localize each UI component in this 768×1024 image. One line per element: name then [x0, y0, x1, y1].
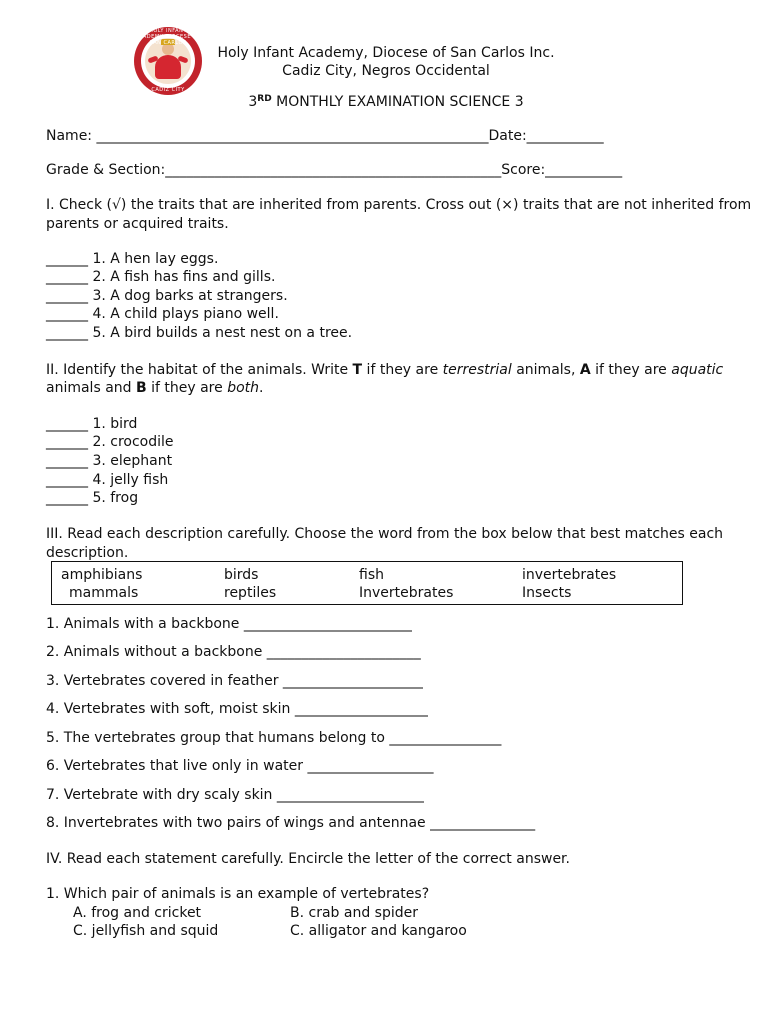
answer-blank[interactable]: ______	[46, 490, 88, 506]
school-name: Holy Infant Academy, Diocese of San Carlos Inc.	[217, 45, 555, 61]
word-option: invertebrates	[522, 567, 617, 583]
word-option: mammals	[69, 585, 139, 601]
part2-item: ______ 5. frog	[46, 490, 139, 506]
choice-c-second[interactable]: C. alligator and kangaroo	[290, 923, 467, 939]
part3-instruction-line1: III. Read each description carefully. Choose the word from the box below that best matches each	[46, 526, 724, 542]
date-label: Date:	[488, 128, 527, 144]
part1-item: ______ 1. A hen lay eggs.	[46, 251, 219, 267]
exam-title	[176, 94, 596, 110]
name-label: Name:	[46, 128, 93, 144]
part1-instruction-line1: I. Check (√) the traits that are inherited from parents. Cross out (×) traits that are not inherited from	[46, 197, 752, 213]
part1-item: ______ 4. A child plays piano well.	[46, 306, 279, 322]
grade-section-field[interactable]	[46, 162, 622, 178]
exam-number: 3	[248, 94, 258, 110]
part1-instruction-line2: parents or acquired traits.	[46, 216, 229, 232]
part1-item: ______ 2. A fish has fins and gills.	[46, 269, 276, 285]
part3-item: 8. Invertebrates with two pairs of wings and antennae _______________	[46, 815, 536, 831]
word-option: Invertebrates	[359, 585, 454, 601]
part4-instruction: IV. Read each statement carefully. Encircle the letter of the correct answer.	[46, 851, 570, 867]
part3-item: 5. The vertebrates group that humans belong to ________________	[46, 730, 502, 746]
answer-blank[interactable]: ______	[46, 251, 88, 267]
date-blank[interactable]: ___________	[526, 128, 604, 144]
part2-item: ______ 2. crocodile	[46, 434, 174, 450]
school-location: Cadiz City, Negros Occidental	[282, 63, 490, 79]
choice-c-first[interactable]: C. jellyfish and squid	[73, 923, 219, 939]
part3-item: 1. Animals with a backbone ________________________	[46, 616, 412, 632]
word-box	[51, 561, 683, 605]
grade-blank[interactable]: ________________________________________________	[165, 162, 502, 178]
word-option: amphibians	[61, 567, 143, 583]
score-label: Score:	[501, 162, 546, 178]
choice-a[interactable]: A. frog and cricket	[73, 905, 202, 921]
answer-blank[interactable]: ______	[46, 416, 88, 432]
word-option: reptiles	[224, 585, 277, 601]
word-option: fish	[359, 567, 384, 583]
word-option: birds	[224, 567, 259, 583]
score-blank[interactable]: ___________	[545, 162, 623, 178]
answer-blank[interactable]: ______	[46, 306, 88, 322]
seal-text-top: HOLY INFANT ACADEMY DIOCESE OF SAN CARLOS	[135, 28, 201, 46]
exam-ordinal: RD	[257, 94, 272, 104]
part3-item: 4. Vertebrates with soft, moist skin ___________________	[46, 701, 428, 717]
name-blank[interactable]: ________________________________________________________	[96, 128, 489, 144]
part2-instruction-line2: animals and B if they are both.	[46, 380, 264, 396]
answer-blank[interactable]: ______	[46, 434, 88, 450]
answer-blank[interactable]: ______	[46, 472, 88, 488]
part2-instruction-line1: II. Identify the habitat of the animals. Write T if they are terrestrial animals, A if they are aquatic	[46, 362, 724, 378]
part2-item: ______ 1. bird	[46, 416, 138, 432]
part3-item: 2. Animals without a backbone ______________________	[46, 644, 421, 660]
part3-instruction-line2: description.	[46, 545, 129, 561]
part2-item: ______ 3. elephant	[46, 453, 173, 469]
part4-question: 1. Which pair of animals is an example of vertebrates?	[46, 886, 430, 902]
answer-blank[interactable]: ______	[46, 288, 88, 304]
exam-title-text: MONTHLY EXAMINATION SCIENCE 3	[271, 94, 524, 110]
part3-item: 6. Vertebrates that live only in water __________________	[46, 758, 434, 774]
grade-label: Grade & Section:	[46, 162, 166, 178]
part3-item: 3. Vertebrates covered in feather ____________________	[46, 673, 423, 689]
choice-b[interactable]: B. crab and spider	[290, 905, 418, 921]
answer-blank[interactable]: ______	[46, 269, 88, 285]
answer-blank[interactable]: ______	[46, 453, 88, 469]
part3-item: 7. Vertebrate with dry scaly skin _____________________	[46, 787, 424, 803]
word-option: Insects	[522, 585, 572, 601]
part2-item: ______ 4. jelly fish	[46, 472, 169, 488]
name-field[interactable]	[46, 128, 604, 144]
part1-item: ______ 5. A bird builds a nest nest on a tree.	[46, 325, 353, 341]
part1-item: ______ 3. A dog barks at strangers.	[46, 288, 288, 304]
answer-blank[interactable]: ______	[46, 325, 88, 341]
school-seal-logo	[134, 27, 202, 95]
seal-text-bottom: CADIZ CITY	[151, 87, 185, 93]
